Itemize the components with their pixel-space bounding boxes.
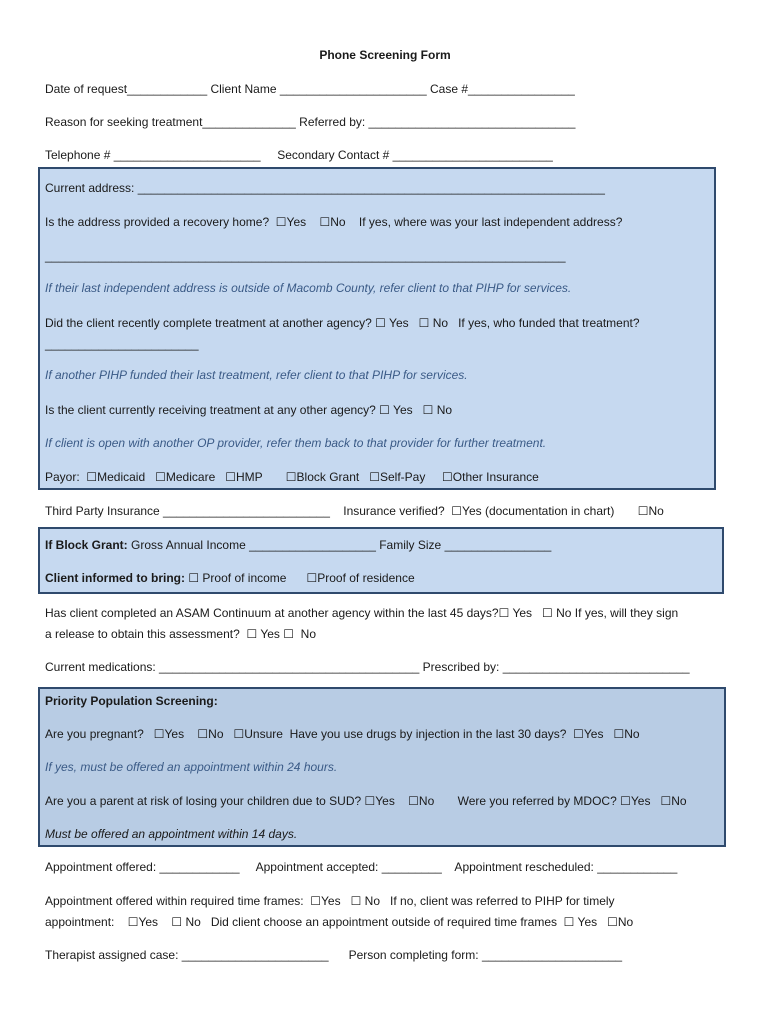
macomb-county-note: If their last independent address is outside of Macomb County, refer client to that PIHP for services. (45, 281, 572, 295)
block-grant-label: If Block Grant: (45, 538, 128, 552)
pihp-note: If another PIHP funded their last treatment, refer client to that PIHP for services. (45, 368, 468, 382)
payor-options[interactable]: Payor: ☐Medicaid ☐Medicare ☐HMP ☐Block Grant ☐Self-Pay ☐Other Insurance (45, 470, 539, 484)
third-party-insurance-row[interactable]: Third Party Insurance _________________________ Insurance verified? ☐Yes (documentation in chart) ☐No (45, 504, 664, 518)
appointment-offered-row[interactable]: Appointment offered: ____________ Appointment accepted: _________ Appointment rescheduled: ____________ (45, 860, 678, 874)
asam-question-line2[interactable]: a release to obtain this assessment? ☐ Yes ☐ No (45, 627, 316, 641)
pregnant-injection-question[interactable]: Are you pregnant? ☐Yes ☐No ☐Unsure Have you use drugs by injection in the last 30 days? ☐Yes ☐No (45, 727, 640, 741)
medications-row[interactable]: Current medications: _______________________________________ Prescribed by: ____________________________ (45, 660, 690, 674)
note-14-days: Must be offered an appointment within 14 days. (45, 827, 298, 841)
current-treatment-question[interactable]: Is the client currently receiving treatment at any other agency? ☐ Yes ☐ No (45, 403, 453, 417)
parent-mdoc-question[interactable]: Are you a parent at risk of losing your children due to SUD? ☐Yes ☐No Were you referred by MDOC? ☐Yes ☐No (45, 794, 687, 808)
note-24-hours: If yes, must be offered an appointment within 24 hours. (45, 760, 338, 774)
telephone-contact-row[interactable]: Telephone # ______________________ Secondary Contact # ________________________ (45, 148, 553, 162)
asam-question-line1[interactable]: Has client completed an ASAM Continuum at another agency within the last 45 days?☐ Yes ☐ No If yes, will they sign (45, 606, 679, 620)
date-client-case-row[interactable]: Date of request____________ Client Name ______________________ Case #________________ (45, 82, 575, 96)
block-grant-fields[interactable]: Gross Annual Income ___________________ Family Size ________________ (127, 538, 552, 552)
form-title: Phone Screening Form (319, 48, 451, 62)
priority-heading: Priority Population Screening: (45, 694, 218, 708)
timeframe-question-line1[interactable]: Appointment offered within required time frames: ☐Yes ☐ No If no, client was referred to PIHP for timely (45, 894, 615, 908)
recovery-home-question[interactable]: Is the address provided a recovery home? ☐Yes ☐No If yes, where was your last independent address? (45, 215, 623, 229)
reason-referred-row[interactable]: Reason for seeking treatment______________ Referred by: _______________________________ (45, 115, 576, 129)
treatment-funder-field[interactable]: _______________________ (45, 337, 199, 351)
therapist-person-row[interactable]: Therapist assigned case: ______________________ Person completing form: _____________________ (45, 948, 623, 962)
client-bring-options[interactable]: ☐ Proof of income ☐Proof of residence (185, 571, 415, 585)
recent-treatment-question[interactable]: Did the client recently complete treatment at another agency? ☐ Yes ☐ No If yes, who funded that treatment? (45, 316, 640, 330)
timeframe-question-line2[interactable]: appointment: ☐Yes ☐ No Did client choose an appointment outside of required time frames ☐ Yes ☐No (45, 915, 634, 929)
block-grant-row[interactable] (45, 537, 551, 553)
client-bring-row[interactable] (45, 570, 415, 586)
current-address-field[interactable]: Current address: ______________________________________________________________________ (45, 181, 605, 195)
last-address-field[interactable]: ______________________________________________________________________________ (45, 249, 566, 263)
op-provider-note: If client is open with another OP provider, refer them back to that provider for further treatment. (45, 436, 547, 450)
client-bring-label: Client informed to bring: (45, 571, 185, 585)
